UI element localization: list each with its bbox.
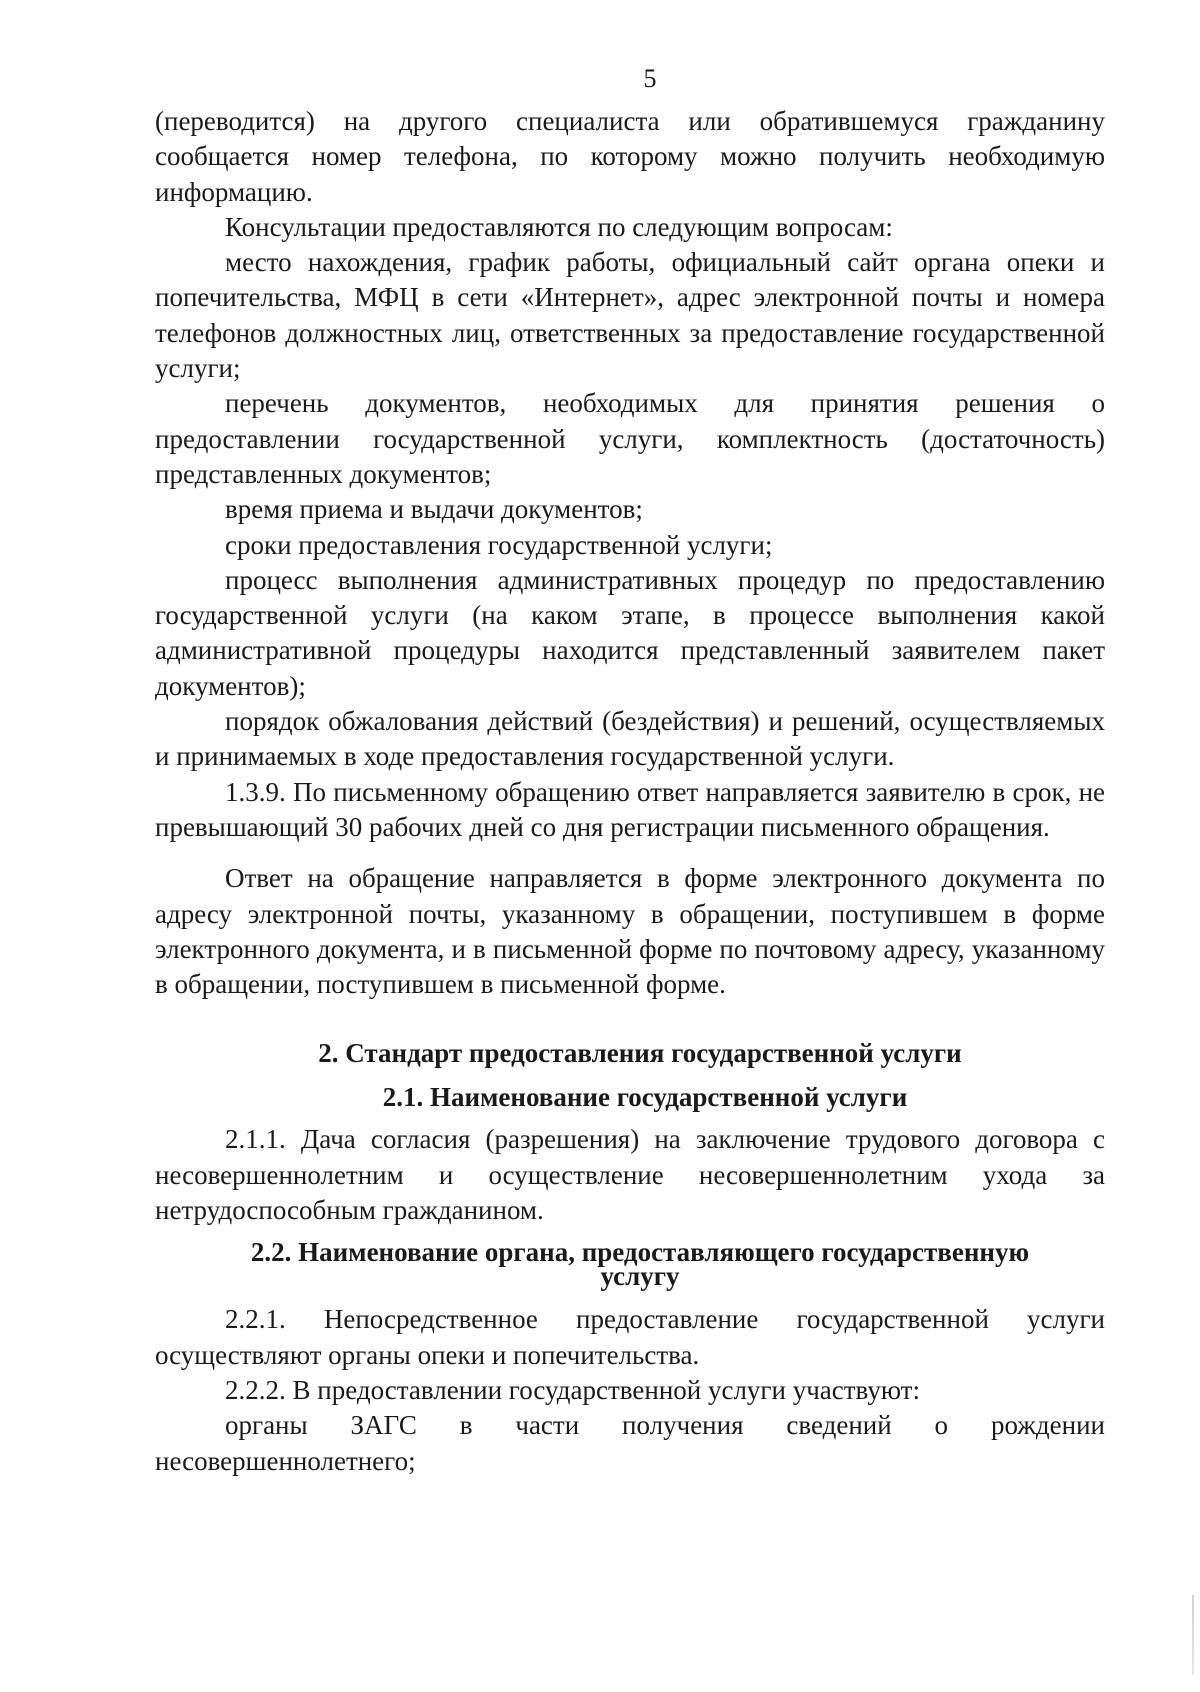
paragraph-2-2-1: 2.2.1. Непосредственное предоставление государственной услуги осуществляют органы опеки и попечительства. [155, 1304, 1105, 1370]
list-item-reception-time: время приема и выдачи документов; [225, 494, 643, 525]
paragraph-response-form: Ответ на обращение направляется в форме электронного документа по адресу электронной почты, указанному в обращении, поступившем в форме электронного документа, и в письменной форме по почтовому адресу, указанному в обращении, поступившем в письменной форме. [155, 863, 1105, 1000]
list-item-appeal: порядок обжалования действий (бездействия) и решений, осуществляемых и принимаемых в ходе предоставления государственной услуги. [155, 706, 1105, 772]
list-item-terms: сроки предоставления государственной услуги; [225, 529, 773, 560]
paragraph-2-1-1: 2.1.1. Дача согласия (разрешения) на заключение трудового договора с несовершеннолетним и осуществление несовершеннолетним ухода за нетрудоспособным гражданином. [155, 1124, 1105, 1226]
section-2-2-heading-line2: услугу [600, 1261, 680, 1292]
scan-edge-artifact [1192, 1595, 1194, 1675]
list-item-documents: перечень документов, необходимых для принятия решения о предоставлении государственной услуги, комплектность (достаточность) представленных документов; [155, 388, 1105, 489]
list-item-location: место нахождения, график работы, официальный сайт органа опеки и попечительства, МФЦ в сети «Интернет», адрес электронной почты и номера телефонов должностных лиц, ответственных за предоставление государственной услуги; [155, 247, 1105, 384]
section-2-2-heading [155, 1237, 1105, 1292]
paragraph-2-2-2: 2.2.2. В предоставлении государственной услуги участвуют: [225, 1374, 920, 1405]
page-number: 5 [643, 64, 657, 93]
paragraph-1-3-9: 1.3.9. По письменному обращению ответ направляется заявителю в срок, не превышающий 30 рабочих дней со дня регистрации письменного обращения. [155, 776, 1105, 842]
paragraph-zags: органы ЗАГС в части получения сведений о рождении несовершеннолетнего; [155, 1410, 1105, 1476]
section-2-heading: 2. Стандарт предоставления государственной услуги [318, 1038, 962, 1069]
section-2-2-heading-line1: 2.2. Наименование органа, предоставляющего государственную [250, 1237, 1030, 1268]
paragraph-consultations-intro: Консультации предоставляются по следующим вопросам: [225, 211, 893, 242]
section-2-1-heading: 2.1. Наименование государственной услуги [382, 1082, 908, 1113]
paragraph-continuation: (переводится) на другого специалиста или обратившемуся гражданину сообщается номер телефона, по которому можно получить необходимую информацию. [155, 106, 1105, 207]
list-item-process: процесс выполнения административных процедур по предоставлению государственной услуги (на каком этапе, в процессе выполнения какой административной процедуры находится представленный заявителем пакет документов); [155, 564, 1105, 701]
